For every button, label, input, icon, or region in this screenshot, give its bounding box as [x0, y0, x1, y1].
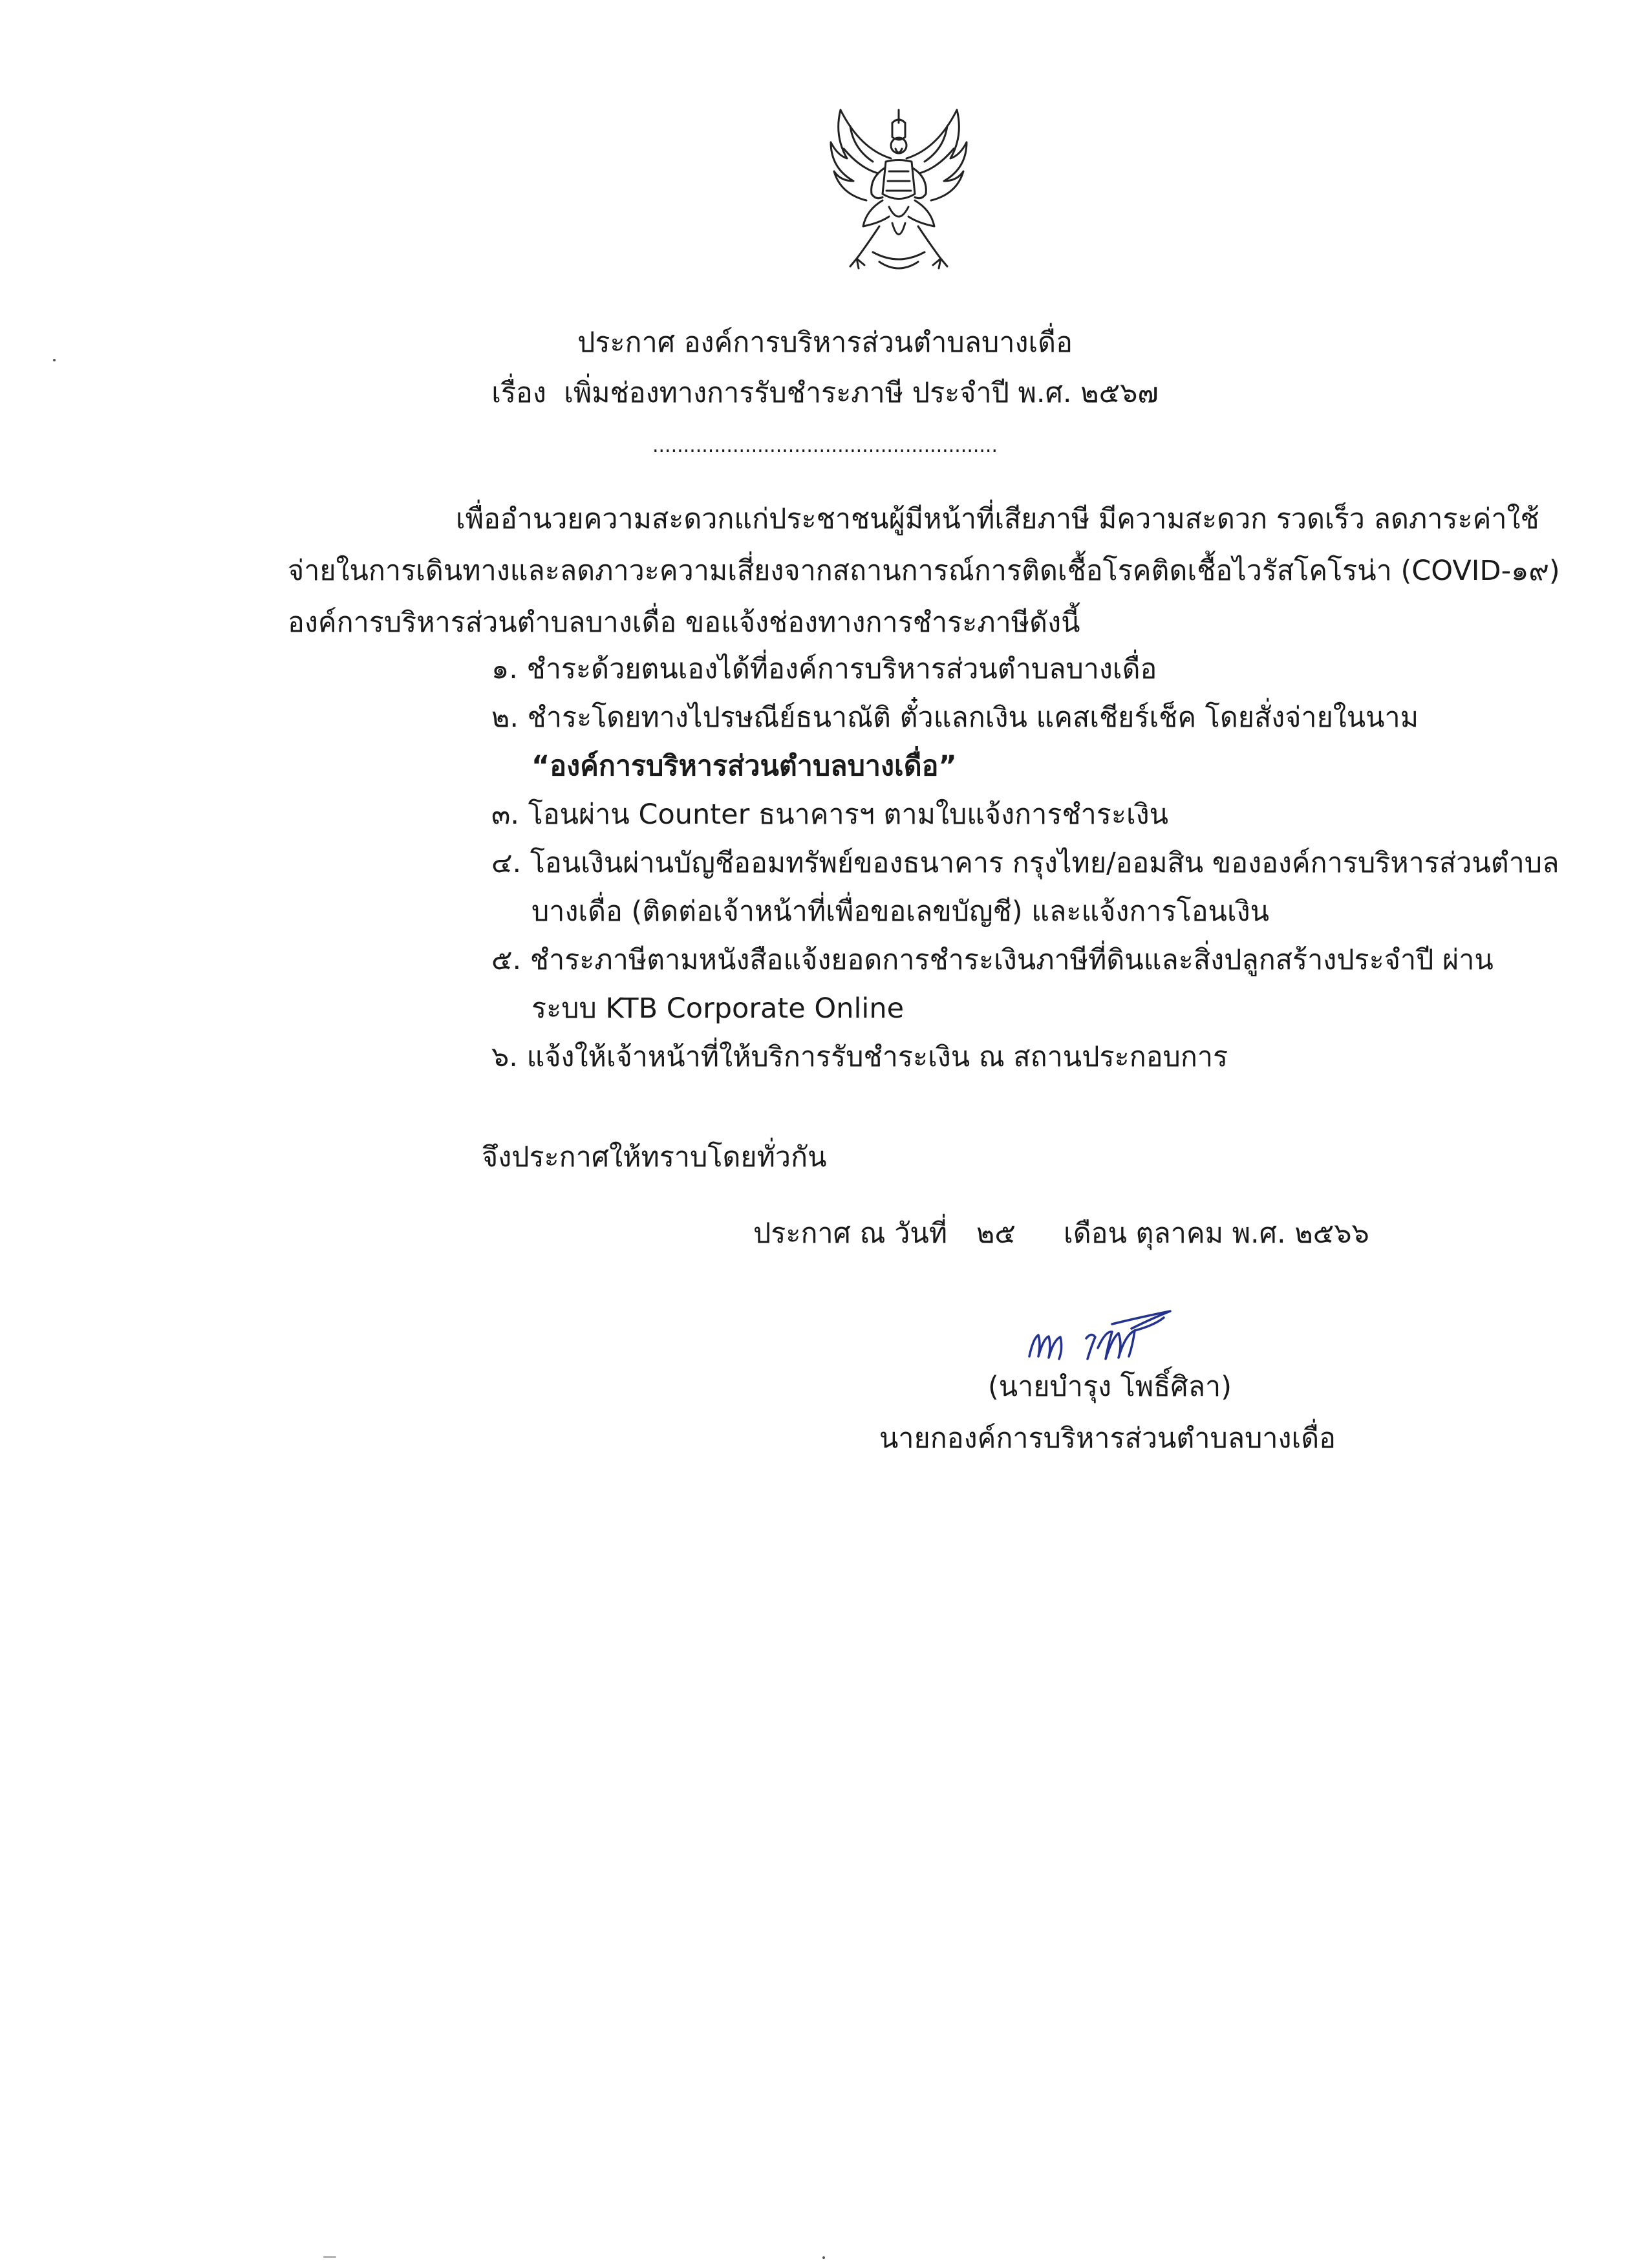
subject-text: เพิ่มช่องทางการรับชำระภาษี ประจำปี พ.ศ. ๒๕๖๗ [564, 377, 1159, 409]
header-divider: ........................................................ [652, 434, 998, 457]
list-item: ๑. ชำระด้วยตนเองได้ที่องค์การบริหารส่วนตำบลบางเดื่อ [491, 653, 1157, 685]
list-item-continuation: ระบบ KTB Corporate Online [531, 992, 905, 1025]
list-item: ๕. ชำระภาษีตามหนังสือแจ้งยอดการชำระเงินภาษีที่ดินและสิ่งปลูกสร้างประจำปี ผ่าน [491, 944, 1494, 976]
list-item-continuation: “องค์การบริหารส่วนตำบลบางเดื่อ” [531, 750, 957, 782]
garuda-emblem-icon [802, 97, 996, 291]
list-item: ๓. โอนผ่าน Counter ธนาคารฯ ตามใบแจ้งการชำระเงิน [491, 798, 1169, 831]
list-item: ๔. โอนเงินผ่านบัญชีออมทรัพย์ของธนาคาร กรุงไทย/ออมสิน ขององค์การบริหารส่วนตำบล [491, 847, 1559, 879]
closing-statement: จึงประกาศให้ทราบโดยทั่วกัน [482, 1141, 827, 1173]
list-item-continuation: บางเดื่อ (ติดต่อเจ้าหน้าที่เพื่อขอเลขบัญชี) และแจ้งการโอนเงิน [531, 895, 1270, 928]
list-item: ๖. แจ้งให้เจ้าหน้าที่ให้บริการรับชำระเงิน ณ สถานประกอบการ [491, 1041, 1228, 1073]
list-item: ๒. ชำระโดยทางไปรษณีย์ธนาณัติ ตั๋วแลกเงิน แคสเชียร์เช็ค โดยสั่งจ่ายในนาม [491, 701, 1419, 734]
intro-line-3: องค์การบริหารส่วนตำบลบางเดื่อ ขอแจ้งช่องทางการชำระภาษีดังนี้ [288, 606, 1080, 639]
signer-position: นายกองค์การบริหารส่วนตำบลบางเดื่อ [879, 1422, 1336, 1455]
intro-line-1: เพื่ออำนวยความสะดวกแก่ประชาชนผู้มีหน้าที่เสียภาษี มีความสะดวก รวดเร็ว ลดภาระค่าใช้ [456, 503, 1539, 535]
announcement-subject [0, 374, 1650, 412]
announcement-title: ประกาศ องค์การบริหารส่วนตำบลบางเดื่อ [577, 326, 1073, 359]
subject-label: เรื่อง [491, 377, 546, 409]
date-day: ๒๕ [976, 1217, 1016, 1250]
signer-name: (นายบำรุง โพธิ์ศิลา) [988, 1371, 1232, 1403]
scan-speck [822, 2256, 825, 2259]
date-prefix: ประกาศ ณ วันที่ [753, 1217, 948, 1250]
scan-speck [53, 359, 56, 361]
intro-line-2: จ่ายในการเดินทางและลดภาวะความเสี่ยงจากสถานการณ์การติดเชื้อโรคติดเชื้อไวรัสโคโรน่า (COVID-๑๙) [288, 555, 1560, 587]
scan-speck [323, 2256, 336, 2258]
date-month-year: เดือน ตุลาคม พ.ศ. ๒๕๖๖ [1064, 1217, 1369, 1250]
handwritten-signature [1015, 1300, 1209, 1371]
